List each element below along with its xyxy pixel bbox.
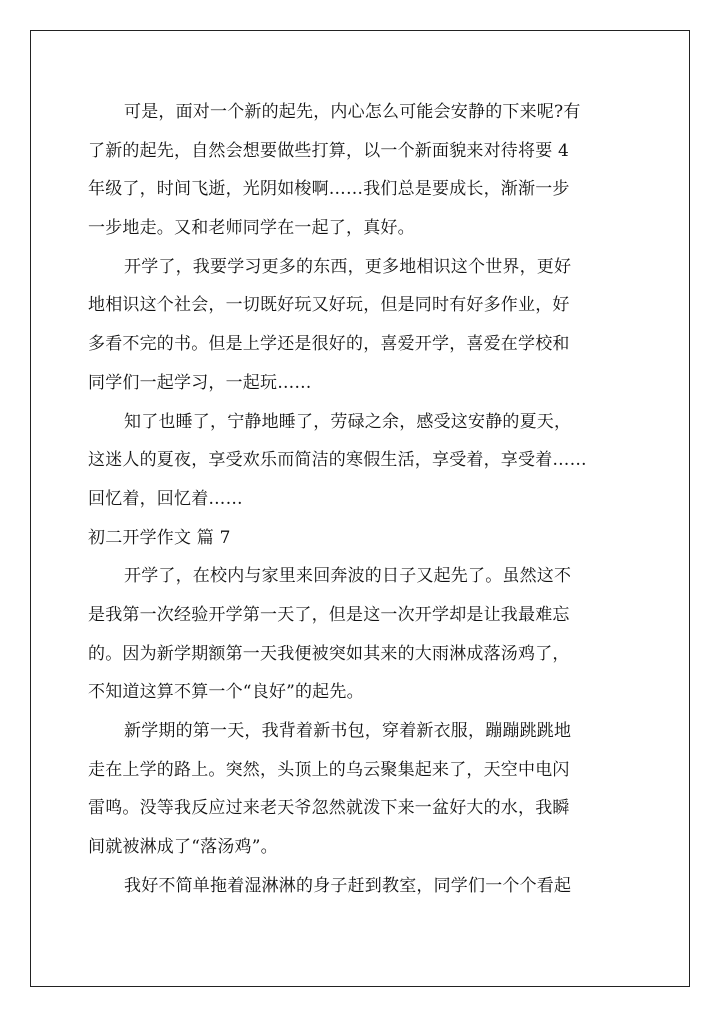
document-body <box>88 93 632 905</box>
section-heading: 初二开学作文 篇 7 <box>88 527 231 548</box>
text-line: 开学了，在校内与家里来回奔波的日子又起先了。虽然这不 <box>124 566 572 587</box>
text-line: 不知道这算不算一个“良好”的起先。 <box>88 682 364 703</box>
text-line: 同学们一起学习，一起玩…… <box>88 372 312 393</box>
text-line: 新学期的第一天，我背着新书包，穿着新衣服，蹦蹦跳跳地 <box>124 721 572 741</box>
text-line: 间就被淋成了“落汤鸡”。 <box>88 837 278 858</box>
text-line: 了新的起先，自然会想要做些打算，以一个新面貌来对待将要 4 <box>88 140 570 161</box>
text-line: 多看不完的书。但是上学还是很好的，喜爱开学，喜爱在学校和 <box>88 334 570 355</box>
text-line: 年级了，时间飞逝，光阴如梭啊……我们总是要成长，渐渐一步 <box>88 179 570 200</box>
text-line: 开学了，我要学习更多的东西，更多地相识这个世界，更好 <box>124 256 572 277</box>
text-line: 是我第一次经验开学第一天了，但是这一次开学却是让我最难忘 <box>88 604 570 625</box>
text-line: 一步地走。又和老师同学在一起了，真好。 <box>88 218 415 239</box>
text-line: 的。因为新学期额第一天我便被突如其来的大雨淋成落汤鸡了， <box>88 643 570 664</box>
text-line: 地相识这个社会，一切既好玩又好玩，但是同时有好多作业，好 <box>88 295 570 316</box>
text-line: 知了也睡了，宁静地睡了，劳碌之余，感受这安静的夏天， <box>124 411 572 432</box>
text-line: 回忆着，回忆着…… <box>88 488 243 509</box>
text-line: 走在上学的路上。突然，头顶上的乌云聚集起来了，天空中电闪 <box>88 759 570 780</box>
text-line: 雷鸣。没等我反应过来老天爷忽然就泼下来一盆好大的水，我瞬 <box>88 798 570 819</box>
text-line: 可是，面对一个新的起先，内心怎么可能会安静的下来呢?有 <box>124 102 581 122</box>
text-line: 我好不简单拖着湿淋淋的身子赶到教室，同学们一个个看起 <box>124 875 572 896</box>
text-line: 这迷人的夏夜，享受欢乐而简洁的寒假生活，享受着，享受着…… <box>88 450 587 471</box>
